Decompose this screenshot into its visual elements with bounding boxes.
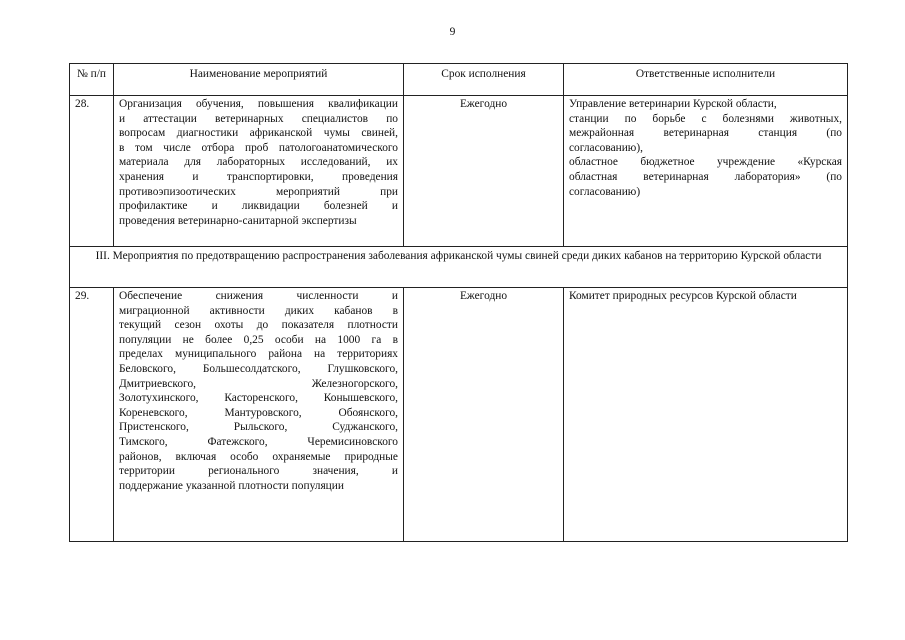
text-line: профилактике и ликвидации болезней и xyxy=(119,200,398,213)
term: Ежегодно xyxy=(404,288,564,542)
section-title: III. Мероприятия по предотвращению распространения заболевания африканской чумы свиней среди диких кабанов на территорию Курской области xyxy=(70,247,848,288)
text-line: противоэпизоотических мероприятий при xyxy=(119,185,398,198)
text-line: Обеспечение снижения численности и xyxy=(119,290,398,302)
row-number: 29. xyxy=(70,288,114,542)
table-row xyxy=(70,288,848,542)
text-line: станции по борьбе с болезнями животных, xyxy=(569,112,842,125)
section-row xyxy=(70,247,848,288)
text-line: популяции не более 0,25 особи на 1000 га в xyxy=(119,333,398,346)
header-number: № п/п xyxy=(70,64,114,96)
text-line: Золотухинского, Касторенского, Конышевского, xyxy=(119,392,398,405)
text-line: Пристенского, Рыльского, Суджанского, xyxy=(119,421,398,434)
text-line: Кореневского, Мантуровского, Обоянского, xyxy=(119,406,398,419)
text-line: территории регионального значения, и xyxy=(119,465,398,478)
text-line: районов, включая особо охраняемые природные xyxy=(119,450,398,463)
text-line: согласованию) xyxy=(569,185,641,198)
text-line: Организация обучения, повышения квалификации xyxy=(119,98,398,110)
text-line: в том числе отбора проб патологоанатомического xyxy=(119,141,398,154)
measures-table xyxy=(69,63,848,542)
term: Ежегодно xyxy=(404,96,564,247)
text-line: вопросам диагностики африканской чумы свиней, xyxy=(119,127,398,140)
executors xyxy=(564,96,848,247)
text-line: Управление ветеринарии Курской области, xyxy=(569,98,777,110)
header-term: Срок исполнения xyxy=(404,64,564,96)
page-number: 9 xyxy=(449,26,456,38)
text-line: согласованию), xyxy=(569,141,643,154)
text-line: миграционной активности диких кабанов в xyxy=(119,304,398,317)
table-row xyxy=(70,96,848,247)
text-line: Дмитриевского, Железногорского, xyxy=(119,377,398,390)
text-line: хранения и транспортировки, проведения xyxy=(119,170,398,183)
text-line: Беловского, Большесолдатского, Глушковского, xyxy=(119,362,398,375)
row-number: 28. xyxy=(70,96,114,247)
text-line: поддержание указанной плотности популяции xyxy=(119,479,344,492)
text-line: проведения ветеринарно-санитарной экспертизы xyxy=(119,214,357,227)
header-executors: Ответственные исполнители xyxy=(564,64,848,96)
text-line: и аттестации ветеринарных специалистов по xyxy=(119,112,398,125)
text-line: Тимского, Фатежского, Черемисиновского xyxy=(119,435,398,448)
measure-name xyxy=(114,288,404,542)
header-name: Наименование мероприятий xyxy=(114,64,404,96)
text-line: текущий сезон охоты до показателя плотности xyxy=(119,319,398,332)
measure-name xyxy=(114,96,404,247)
text-line: межрайонная ветеринарная станция (по xyxy=(569,127,842,140)
text-line: областная ветеринарная лаборатория» (по xyxy=(569,170,842,183)
text-line: материала для лабораторных исследований, их xyxy=(119,156,398,169)
executors: Комитет природных ресурсов Курской области xyxy=(564,288,848,542)
text-line: пределах муниципального района на территориях xyxy=(119,348,398,361)
table-header-row xyxy=(70,64,848,96)
text-line: областное бюджетное учреждение «Курская xyxy=(569,156,842,169)
